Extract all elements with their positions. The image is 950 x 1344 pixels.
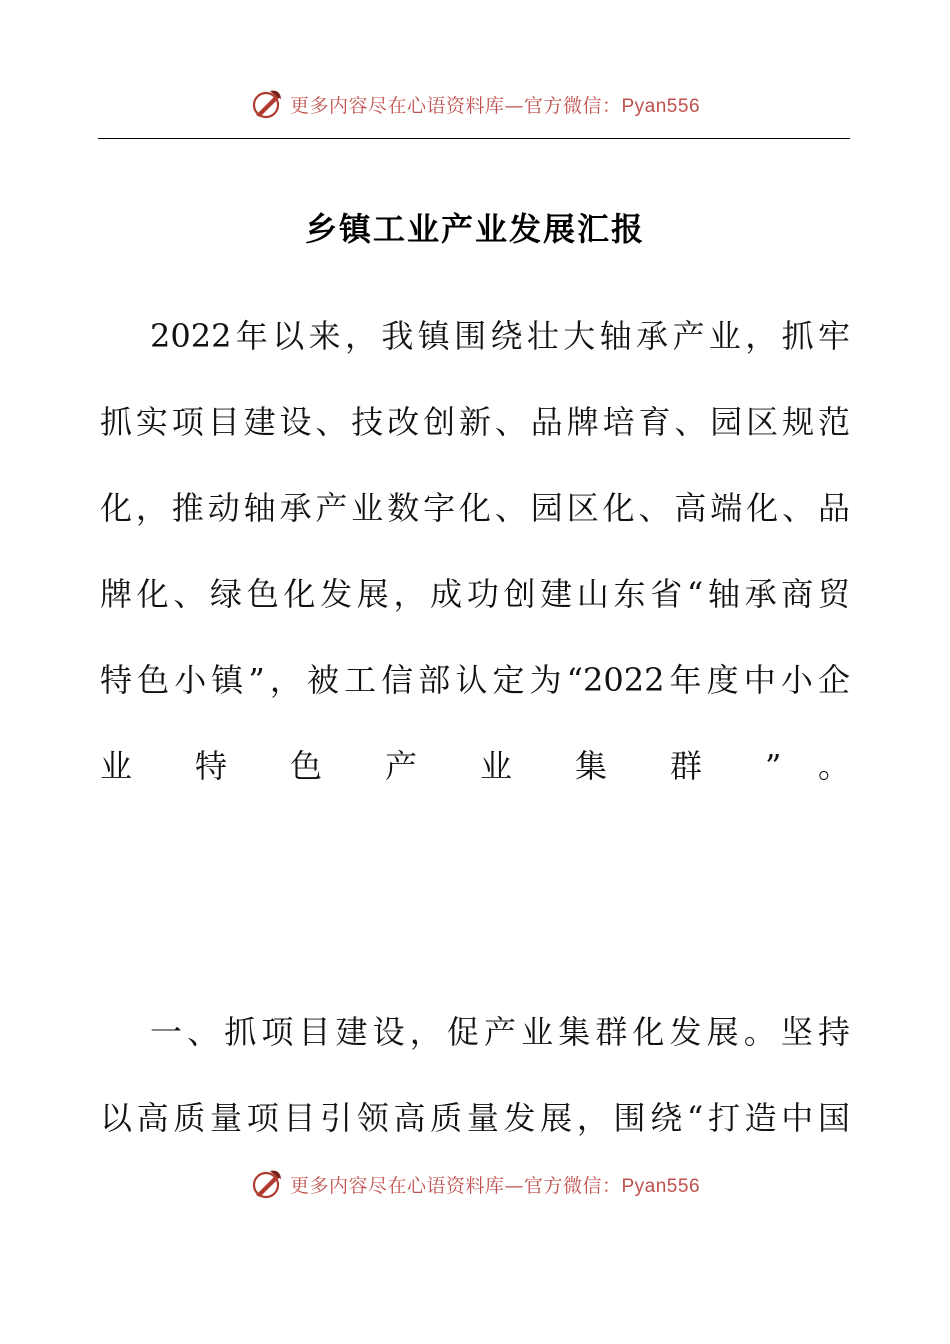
watermark-wechat-id: Pyan556 xyxy=(621,1175,701,1197)
paragraph-1-line-6: 业 特 色 产 业 集 群 ” 。 xyxy=(100,747,850,785)
footer-watermark xyxy=(0,1164,950,1204)
quill-logo-icon xyxy=(250,87,284,121)
paragraph-1-line-5: 特色小镇”，被工信部认定为“2022年度中小企 xyxy=(100,661,850,699)
header-divider xyxy=(98,138,850,139)
paragraph-1-line-2: 抓实项目建设、技改创新、品牌培育、园区规范 xyxy=(100,403,850,441)
document-title: 乡镇工业产业发展汇报 xyxy=(304,210,645,248)
watermark-wechat-id: Pyan556 xyxy=(621,95,701,117)
watermark-text: 更多内容尽在心语资料库—官方微信： xyxy=(289,1174,622,1197)
watermark-text: 更多内容尽在心语资料库—官方微信： xyxy=(289,94,622,117)
paragraph-1-line-1: 2022年以来，我镇围绕壮大轴承产业，抓牢 xyxy=(150,317,850,355)
paragraph-2-line-2: 以高质量项目引领高质量发展，围绕“打造中国 xyxy=(100,1099,850,1137)
paragraph-2-line-1: 一、抓项目建设，促产业集群化发展。坚持 xyxy=(150,1013,850,1051)
paragraph-1-line-3: 化，推动轴承产业数字化、园区化、高端化、品 xyxy=(100,489,850,527)
quill-logo-icon xyxy=(250,1167,284,1201)
header-watermark xyxy=(0,84,950,124)
paragraph-1-line-4: 牌化、绿色化发展，成功创建山东省“轴承商贸 xyxy=(100,575,850,613)
